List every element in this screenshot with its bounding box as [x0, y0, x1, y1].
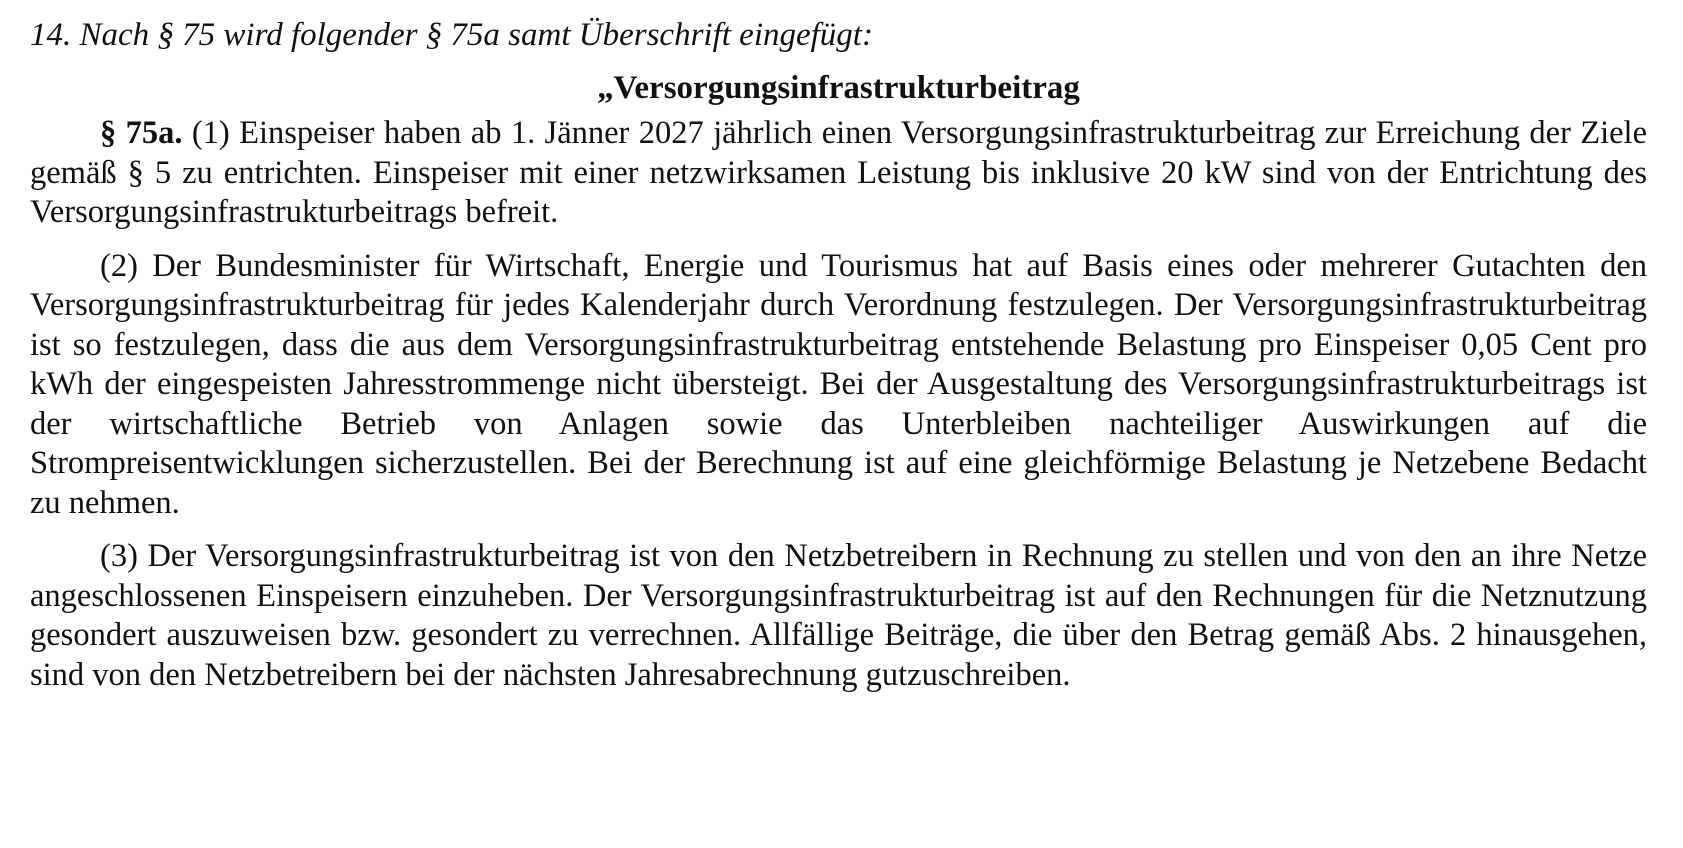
paragraph-2: (2) Der Bundesminister für Wirtschaft, Energie und Tourismus hat auf Basis eines oder mehrerer Gutachten den Versorgungsinfrastrukturbeitrag für jedes Kalenderjahr durch Verordnung festzulegen. Der Versorgungsinfrastrukturbeitrag ist so festzulegen, dass die aus dem Versorgungsinfrastrukturbeitrag entstehende Belastung pro Einspeiser 0,05 Cent pro kWh der eingespeisten Jahresstrommenge nicht übersteigt. Bei der Ausgestaltung des Versorgungsinfrastrukturbeitrags ist der wirtschaftliche Betrieb von Anlagen sowie das Unterbleiben nachteiliger Auswirkungen auf die Strompreisentwicklungen sicherzustellen. Bei der Berechnung ist auf eine gleichförmige Belastung je Netzebene Bedacht zu nehmen.: [30, 247, 1647, 521]
section-heading: „Versorgungsinfrastrukturbeitrag: [597, 70, 1080, 106]
section-label: § 75a.: [100, 115, 183, 151]
paragraph-1-text: (1) Einspeiser haben ab 1. Jänner 2027 jährlich einen Versorgungsinfrastrukturbeitrag zur Erreichung der Ziele gemäß § 5 zu entrichten. Einspeiser mit einer netzwirksamen Leistung bis inklusive 20 kW sind von der Entrichtung des Versorgungsinfrastrukturbeitrags befreit.: [30, 115, 1648, 230]
amendment-intro: 14. Nach § 75 wird folgender § 75a samt Überschrift eingefügt:: [30, 17, 873, 53]
document-page: [30, 12, 1647, 709]
paragraph-3: (3) Der Versorgungsinfrastrukturbeitrag ist von den Netzbetreibern in Rechnung zu stellen und von den an ihre Netze angeschlossenen Einspeisern einzuheben. Der Versorgungsinfrastrukturbeitrag ist auf den Rechnungen für die Netznutzung gesondert auszuweisen bzw. gesondert zu verrechnen. Allfällige Beiträge, die über den Betrag gemäß Abs. 2 hinausgehen, sind von den Netzbetreibern bei der nächsten Jahresabrechnung gutzuschreiben.: [30, 538, 1647, 693]
paragraph-1: [30, 114, 1647, 233]
